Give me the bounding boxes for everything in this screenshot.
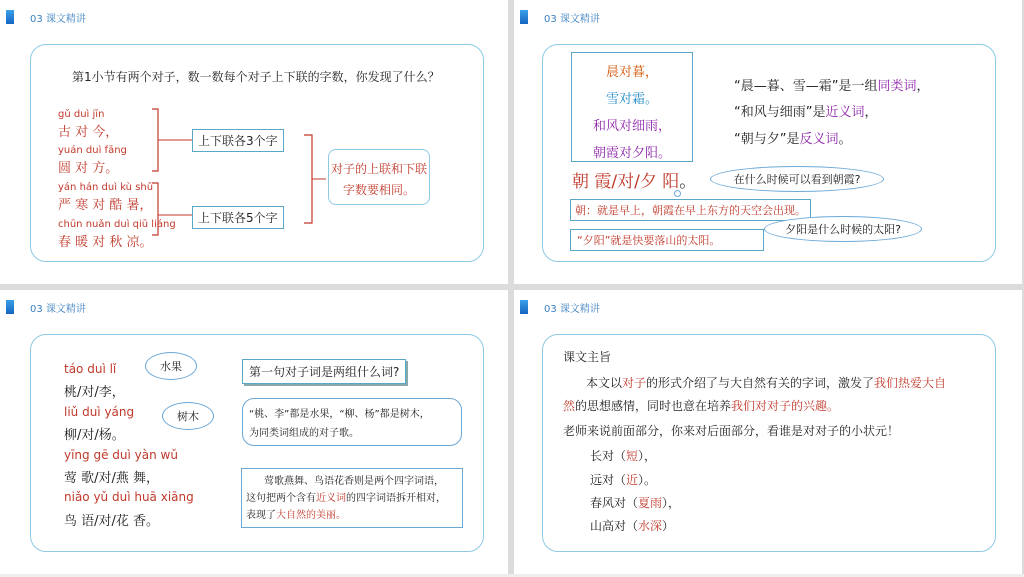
paragraph-line	[586, 374, 946, 391]
slide-1[interactable]	[0, 0, 508, 284]
exercise-text: 山高对（	[590, 519, 639, 533]
thought-cloud: 夕阳是什么时候的太阳?	[764, 216, 922, 242]
paragraph-line	[563, 397, 839, 414]
word-count-label: 上下联各3个字	[192, 129, 284, 152]
exercise-text: ）	[662, 519, 675, 533]
paragraph-keyword: 我们热爱大自	[874, 376, 947, 390]
section-label: 03 课文精讲	[544, 13, 600, 25]
explain-line	[734, 128, 852, 147]
exercise-text: ），	[662, 496, 681, 510]
answer-bubble	[242, 398, 462, 446]
cloud-dot	[674, 190, 681, 197]
answer-line	[246, 490, 458, 507]
section-header	[6, 300, 86, 314]
exercise-text: 春风对（	[590, 496, 639, 510]
thought-bubble: 水果	[145, 352, 197, 380]
section-label: 03 课文精讲	[544, 303, 600, 315]
thought-bubble: 树木	[162, 402, 214, 430]
couplet-line: 桃/对/李，	[64, 385, 125, 400]
explain-keyword: 近义词	[825, 105, 865, 120]
section-marker-icon	[520, 10, 528, 24]
section-marker-icon	[520, 300, 528, 314]
couplet-line: 柳/对/杨。	[64, 428, 125, 443]
pinyin-line: yuán duì fāng	[58, 145, 127, 156]
question-box: 第一句对子词是两组什么词?	[242, 359, 406, 384]
explain-keyword: 同类词	[877, 79, 917, 94]
explain-text: “朝与夕”是	[734, 132, 800, 147]
paragraph-text: 的思想感情，同时也意在培养	[575, 399, 732, 413]
section-header	[520, 300, 600, 314]
pinyin-line: niǎo yǔ duì huā xiāng	[64, 490, 194, 504]
big-couplet-text: 朝 霞/对/夕 阳	[572, 172, 680, 192]
explain-keyword: 反义词	[799, 132, 839, 147]
paragraph-text: 的形式介绍了与大自然有关的字词，激发了	[646, 376, 875, 390]
conclusion-box	[328, 149, 430, 205]
answer-line: “桃、李”都是水果，“柳、杨”都是树木，	[249, 409, 430, 420]
exercise-text: ）。	[638, 473, 657, 487]
section-header	[520, 10, 600, 24]
couplet-line: 严 寒 对 酷 暑，	[58, 198, 153, 213]
exercise-answer: 短	[626, 449, 639, 463]
answer-text: 表现了	[246, 510, 276, 521]
answer-line	[246, 507, 458, 524]
word-count-label: 上下联各5个字	[192, 206, 284, 229]
exercise-text: ），	[638, 449, 657, 463]
exercise-answer: 夏雨	[638, 496, 663, 510]
thought-cloud: 在什么时候可以看到朝霞?	[710, 166, 884, 192]
pinyin-line: chūn nuǎn duì qiū liáng	[58, 219, 176, 230]
pairs-box	[571, 52, 693, 162]
explain-text: “晨—暮、雪—霜”是一组	[734, 79, 878, 94]
pair-line: 朝霞对夕阳。	[592, 146, 671, 161]
exercise-item	[590, 494, 680, 511]
answer-text: 的四字词语拆开相对，	[346, 493, 446, 504]
explain-text: ，	[864, 105, 878, 120]
slide-2[interactable]	[514, 0, 1022, 284]
couplet-line: 莺 歌/对/燕 舞，	[64, 471, 160, 486]
pair-line: 和风对细雨，	[592, 119, 671, 134]
slide-4[interactable]	[514, 290, 1022, 574]
conclusion-line: 对子的上联和下联	[330, 162, 427, 176]
paragraph-keyword: 我们对对子的兴趣。	[731, 399, 840, 413]
pair-line: 雪对霜。	[605, 92, 658, 107]
pair-line: 晨对暮，	[605, 65, 658, 80]
exercise-text: 远对（	[590, 473, 627, 487]
section-marker-icon	[6, 10, 14, 24]
answer-line: 莺歌燕舞、鸟语花香则是两个四字词语，	[264, 476, 444, 487]
couplet-line: 春 暖 对 秋 凉。	[58, 235, 153, 250]
exercise-item	[590, 517, 674, 534]
exercise-item	[590, 447, 656, 464]
note-box: 朝：就是早上，朝霞在早上东方的天空会出现。	[570, 199, 811, 221]
couplet-line: 古 对 今，	[58, 125, 119, 140]
pinyin-line: liǔ duì yáng	[64, 405, 135, 419]
exercise-answer: 水深	[638, 519, 663, 533]
pinyin-line: yīng gē duì yàn wǔ	[64, 448, 178, 462]
pinyin-line: táo duì lǐ	[64, 362, 117, 376]
section-marker-icon	[6, 300, 14, 314]
answer-line: 为同类词组成的对子歌。	[249, 428, 359, 439]
exercise-item	[590, 471, 656, 488]
explain-text: “和风与细雨”是	[734, 105, 826, 120]
answer-text: 这句把两个含有	[246, 493, 316, 504]
pinyin-line: yán hán duì kù shǔ	[58, 182, 154, 193]
section-label: 03 课文精讲	[30, 13, 86, 25]
exercise-text: 长对（	[590, 449, 627, 463]
answer-keyword: 大自然的美丽。	[276, 510, 346, 521]
question-text: 第1小节有两个对子，数一数每个对子上下联的字数，你发现了什么？	[72, 70, 440, 84]
explain-text: ，	[916, 79, 930, 94]
pinyin-line: gǔ duì jīn	[58, 109, 105, 120]
big-couplet-punct: 。	[679, 172, 697, 192]
section-header	[6, 10, 86, 24]
slide-3[interactable]	[0, 290, 508, 574]
explain-text: 。	[838, 132, 852, 147]
paragraph-keyword: 然	[563, 399, 576, 413]
couplet-line: 鸟 语/对/花 香。	[64, 514, 160, 529]
answer-box	[241, 468, 463, 528]
paragraph-keyword: 对子	[622, 376, 647, 390]
paragraph-text: 本文以	[586, 376, 623, 390]
explain-line	[734, 101, 878, 120]
explain-line	[734, 75, 930, 94]
answer-keyword: 近义词	[316, 493, 346, 504]
couplet-line: 圆 对 方。	[58, 161, 119, 176]
conclusion-line: 字数要相同。	[342, 183, 415, 197]
paragraph-line: 老师来说前面部分，你来对后面部分，看谁是对对子的小状元！	[563, 424, 900, 438]
big-couplet	[572, 167, 696, 192]
exercise-answer: 近	[626, 473, 639, 487]
section-label: 03 课文精讲	[30, 303, 86, 315]
section-title: 课文主旨	[563, 350, 612, 364]
note-box: “夕阳”就是快要落山的太阳。	[570, 229, 764, 251]
